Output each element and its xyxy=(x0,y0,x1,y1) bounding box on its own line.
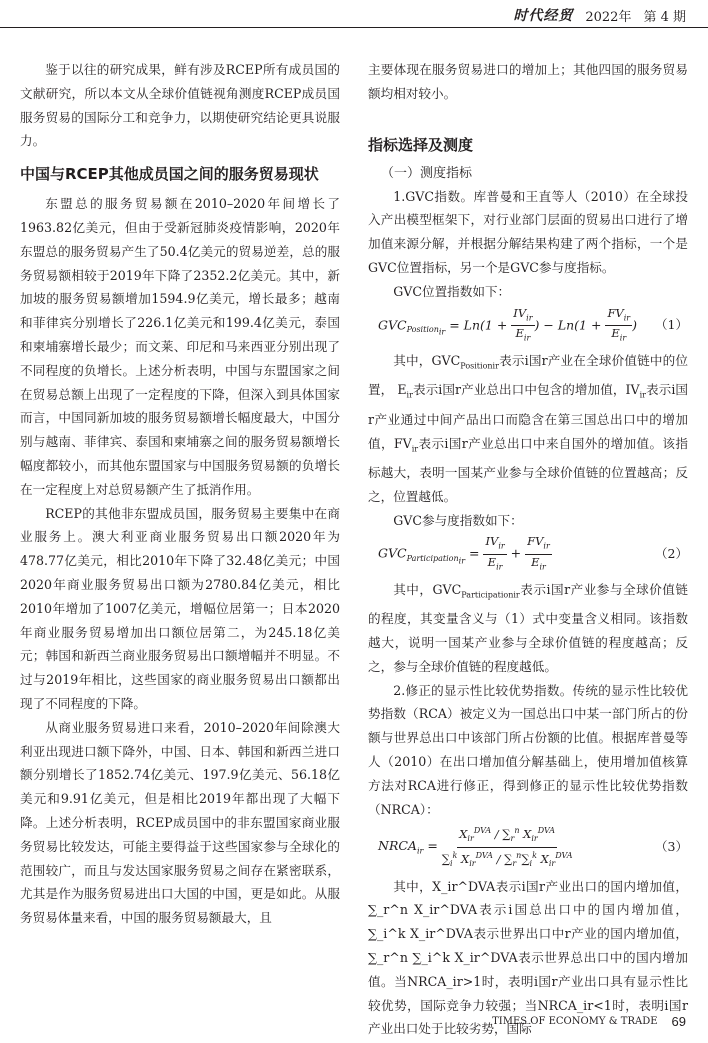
header-issue: 第 4 期 xyxy=(643,9,686,25)
section-heading-status: 中国与RCEP其他成员国之间的服务贸易现状 xyxy=(20,165,319,184)
section-heading-indicators: 指标选择及测度 xyxy=(368,135,474,154)
equation-3-number: （3） xyxy=(655,839,688,855)
paragraph-asean: 东盟总的服务贸易额在2010–2020年间增长了1963.82亿美元，但由于受新冠肺炎疫情影响，2020年东盟总的服务贸易产生了50.4亿美元的贸易逆差，总的服务贸易额相较于2019年下降了2352.2亿美元。其中，新加坡的服务贸易额增加1594.9亿美元，增长最多；越南和菲律宾分别增长了226.1亿美元和199.4亿美元，泰国和柬埔寨增长最少；而文莱、印尼和马来西亚分别出现了不同程度的负增长。上述分析表明，中国与东盟国家之间在贸易总额上出现了一定程度的下降，但深入到具体国家而言，中国同新加坡的服务贸易额增长幅度最大，中国分别与越南、菲律宾、泰国和柬埔寨之间的服务贸易额增长幅度都较小，而其他东盟国家与中国服务贸易额的负增长在一定程度上对总贸易额产生了抵消作用。 xyxy=(20,196,340,497)
footer-journal: TIMES OF ECONOMY & TRADE xyxy=(492,1016,658,1027)
header-year: 2022年 xyxy=(585,9,632,25)
equation-1: $GVC_{Position_{ir}} = Ln(1$ + $\frac{IV_{ir}}{E_{ir}}$ ) − Ln(1 + $\frac{FV_{ir}}{E_{ir}}$ ) （1） xyxy=(378,305,688,343)
running-header xyxy=(513,4,686,26)
subsection-heading: （一）测度指标 xyxy=(381,165,473,181)
paragraph-nrca-explain: 其中，X_ir^DVA表示i国r产业出口的国内增加值，∑_r^n X_ir^DVA表示i国总出口中的国内增加值，∑_i^k X_ir^DVA表示世界出口中r产业的国内增加值，∑_r^n ∑_i^k X_ir^DVA表示世界总出口中的国内增加值。当NRCA_ir>1时，表明i国r产业出口具有显示性比较优势，国际竞争力较强；当NRCA_ir<1时，表明i国r产业出口处于比较劣势，国际 xyxy=(368,878,688,1037)
running-footer xyxy=(492,1014,686,1029)
paragraph-position-explain: 其中，$GVC_{Positionir}$表示i国r产业在全球价值链中的位置， $E_{ir}$表示i国r产业总出口中包含的增加值，$IV_{ir}$表示i国r产业通过中间产品出口而隐含在第三国总出口中的增加值，$FV_{ir}$表示i国r产业总出口中来自国外的增加值。该指标越大，表明一国某产业参与全球价值链的位置越高；反之，位置越低。 xyxy=(368,353,688,504)
paragraph-rca: 2.修正的显示性比较优势指数。传统的显示性比较优势指数（RCA）被定义为一国总出口中某一部门所占的份额与世界总出口中该部门所占份额的比值。根据库普曼等人（2010）在出口增加值分解基础上，使用增加值核算方法对RCA进行修正，得到修正的显示性比较优势指数（NRCA）： xyxy=(368,682,688,817)
left-column xyxy=(20,58,340,930)
page-number: 69 xyxy=(671,1014,686,1029)
equation-3: $NRCA_{ir}$ = $\frac{X_{ir}^{DVA} / \sum_r^n X_{ir}^{DVA}}{\sum_i^k X_{ir}^{DVA} / \sum_r^n\sum_i^k X_{ir}^{DVA}}$ （3） xyxy=(368,823,688,870)
journal-name: 时代经贸 xyxy=(513,8,574,24)
right-column xyxy=(368,58,688,1041)
equation-2-number: （2） xyxy=(655,546,688,562)
paragraph-imports: 从商业服务贸易进口来看，2010–2020年间除澳大利亚出现进口额下降外，中国、日本、韩国和新西兰进口额分别增长了1852.74亿美元、197.9亿美元、56.18亿美元和9.91亿美元，但是相比2019年都出现了大幅下降。上述分析表明，RCEP成员国中的非东盟国家商业服务贸易比较发达，可能主要得益于这些国家参与全球化的范围较广，而且与发达国家服务贸易之间存在紧密联系，尤其是作为服务贸易进出口大国的中国，更是如此。从服务贸易体量来看，中国的服务贸易额最大，且 xyxy=(20,719,340,926)
label-position-index: GVC位置指数如下： xyxy=(393,283,511,299)
paragraph-participation-explain: 其中，$GVC_{Participationir}$表示i国r产业参与全球价值链的程度，其变量含义与（1）式中变量含义相同。该指数越大，说明一国某产业参与全球价值链的程度越高；反之，参与全球价值链的程度越低。 xyxy=(368,581,688,674)
equation-1-number: （1） xyxy=(655,317,688,333)
paragraph-intro: 鉴于以往的研究成果，鲜有涉及RCEP所有成员国的文献研究，所以本文从全球价值链视角测度RCEP成员国服务贸易的国际分工和竞争力，以期使研究结论更具说服力。 xyxy=(20,62,340,149)
paragraph-continued: 主要体现在服务贸易进口的增加上；其他四国的服务贸易额均相对较小。 xyxy=(368,62,688,101)
paragraph-gvc: 1.GVC指数。库普曼和王直等人（2010）在全球投入产出模型框架下，对行业部门层面的贸易出口进行了增加值来源分解，并根据分解结果构建了两个指标，一个是GVC位置指标，另一个是GVC参与度指标。 xyxy=(368,188,688,275)
header-rule xyxy=(0,27,708,28)
paragraph-non-asean: RCEP的其他非东盟成员国，服务贸易主要集中在商业服务上。澳大利亚商业服务贸易出口额2020年为478.77亿美元，相比2010年下降了32.48亿美元；中国2020年商业服务贸易出口额为2780.84亿美元，相比2010年增加了1007亿美元，增幅位居第一；日本2020年商业服务贸易增加出口额位居第二，为245.18亿美元；韩国和新西兰商业服务贸易出口额增幅并不明显。不过与2019年相比，这些国家的商业服务贸易出口额都出现了不同程度的下降。 xyxy=(20,505,340,711)
label-participation-index: GVC参与度指数如下： xyxy=(393,512,523,528)
equation-2: $GVC_{Participation_{ir}}$ = $\frac{IV_{ir}}{E_{ir}}$ + $\frac{FV_{ir}}{E_{ir}}$ （2） xyxy=(378,534,688,571)
